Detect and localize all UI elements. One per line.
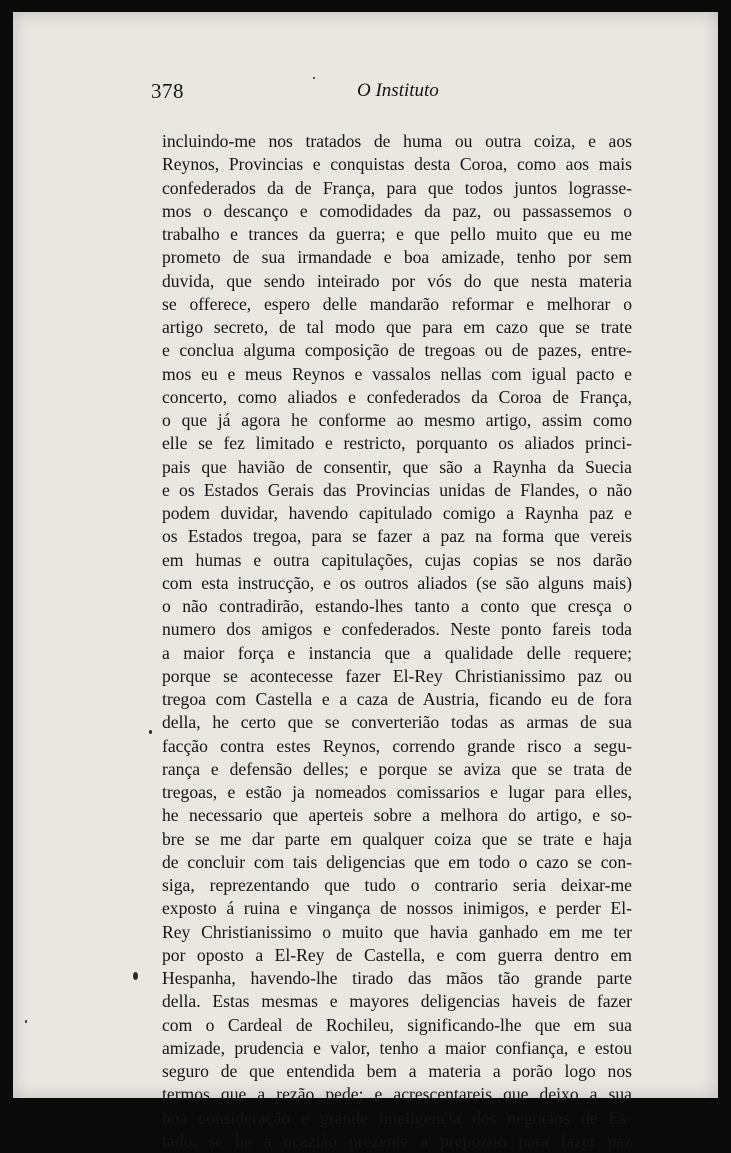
text-line: tregoa com Castella e a caza de Austria, ficando eu de fora <box>162 689 632 709</box>
text-line: rança e defensão delles; e porque se aviza que se trata de <box>162 758 632 779</box>
text-line: numero dos amigos e confederados. Neste ponto fareis toda <box>162 619 632 640</box>
text-line: pais que havião de consentir, que são a Raynha da Suecia <box>162 456 632 477</box>
text-line: confederados da de França, para que todos juntos lograsse- <box>162 177 632 198</box>
text-line: artigo secreto, de tal modo que para em cazo que se trate <box>162 317 632 337</box>
text-line: podem duvidar, havendo capitulado comigo a Raynha paz e <box>162 503 632 523</box>
text-line: os Estados tregoa, para se fazer a paz na forma que vereis <box>162 526 632 547</box>
text-line: e conclua alguma composição de tregoas ou de pazes, entre- <box>162 340 632 361</box>
text-line: o não contradirão, estando-lhes tanto a conto que cresça o <box>162 596 632 616</box>
text-line: porque se acontecesse fazer El-Rey Christianissimo paz ou <box>162 665 632 686</box>
ink-speck <box>25 1020 27 1023</box>
text-line: o que já agora he conforme ao mesmo artigo, assim como <box>162 410 632 430</box>
text-line: Rey Christianissimo o muito que havia ganhado em me ter <box>162 921 632 942</box>
text-line: tado, se he a ocazião prezente a prepozito para fazer paz <box>162 1130 632 1151</box>
page-number: 378 <box>151 79 184 103</box>
text-line: se offerece, espero delle mandarão reformar e melhorar o <box>162 293 632 314</box>
ink-speck <box>149 730 152 734</box>
text-line: termos que a rezão pede; e acrescentareis que deixo a sua <box>162 1084 632 1105</box>
text-line: tregoas, e estão ja nomeados comissarios e lugar para elles, <box>162 782 632 802</box>
text-line: Reynos, Provincias e conquistas desta Coroa, como aos mais <box>162 154 632 175</box>
text-line: elle se fez limitado e restricto, porquanto os aliados princi- <box>162 433 632 454</box>
text-line: trabalho e trances da guerra; e que pello muito que eu me <box>162 224 632 244</box>
text-line: com o Cardeal de Rochileu, significando-lhe que em sua <box>162 1014 632 1035</box>
text-line: della, he certo que se converterião todas as armas de sua <box>162 712 632 733</box>
text-line: a maior força e instancia que a qualidade delle requere; <box>162 642 632 663</box>
text-line: siga, reprezentando que tudo o contrario seria deixar-me <box>162 875 632 895</box>
text-line: com esta instrucção, e os outros aliados (se são alguns mais) <box>162 572 632 593</box>
running-title: O Instituto <box>357 80 439 101</box>
text-line: facção contra estes Reynos, correndo grande risco a segu- <box>162 735 632 756</box>
text-line: bre se me dar parte em qualquer coiza que se trate e haja <box>162 828 632 849</box>
text-line: prometo de sua irmandade e boa amizade, tenho por sem <box>162 247 632 268</box>
text-line: em humas e outra capitulações, cujas copias se nos darão <box>162 549 632 570</box>
text-line: della. Estas mesmas e mayores deligencias haveis de fazer <box>162 991 632 1012</box>
text-line: amizade, prudencia e valor, tenho a maior confiança, e estou <box>162 1037 632 1058</box>
text-line: Hespanha, havendo-lhe tirado das mãos tão grande parte <box>162 968 632 988</box>
text-line: por oposto a El-Rey de Castella, e com guerra dentro em <box>162 944 632 965</box>
text-line: duvida, que sendo inteirado por vós do que nesta materia <box>162 270 632 291</box>
ink-speck <box>133 972 138 980</box>
text-line: boa consideração e grande inteligencia dos negocios de Es- <box>162 1107 632 1128</box>
text-line: mos eu e meus Reynos e vassalos nellas com igual pacto e <box>162 363 632 384</box>
text-line: seguro de que entendida bem a materia a porão logo nos <box>162 1061 632 1081</box>
text-line: e os Estados Gerais das Provincias unidas de Flandes, o não <box>162 479 632 500</box>
text-line: incluindo-me nos tratados de huma ou outra coiza, e aos <box>162 131 632 151</box>
body-text <box>162 130 632 1153</box>
page-header <box>151 79 631 109</box>
text-line: concerto, como aliados e confederados da Coroa de França, <box>162 386 632 407</box>
text-line: he necessario que aperteis sobre a melhora do artigo, e so- <box>162 805 632 826</box>
text-line: exposto á ruina e vingança de nossos inimigos, e perder El- <box>162 898 632 919</box>
text-line: de concluir com tais deligencias que em todo o cazo se con- <box>162 851 632 872</box>
text-line: mos o descanço e comodidades da paz, ou passassemos o <box>162 200 632 221</box>
